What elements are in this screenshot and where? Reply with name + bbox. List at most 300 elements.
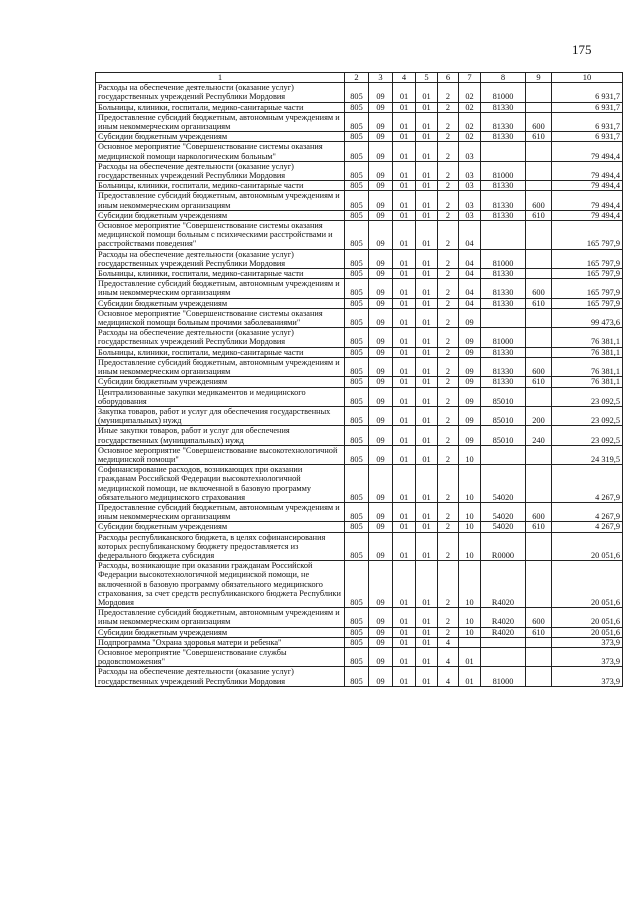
program-code-cell: 01 [416,181,438,191]
subsection-code-cell: 01 [393,522,416,532]
direction-code-cell: 85010 [481,387,526,406]
subsection-code-cell: 01 [393,647,416,666]
amount-cell: 23 092,5 [552,406,623,425]
event-code-cell: 04 [459,221,481,250]
program-code-cell: 01 [416,667,438,686]
subprogram-code-cell: 2 [438,561,459,608]
amount-cell: 165 797,9 [552,249,623,268]
amount-cell: 373,9 [552,667,623,686]
section-code-cell: 09 [369,210,393,220]
table-row [96,308,623,327]
item-name-cell: Расходы республиканского бюджета, в целях софинансирования которых республиканскому бюджету предоставляется из федерального бюджета субсидия [96,532,345,561]
ministry-code-cell: 805 [345,191,369,210]
event-code-cell: 09 [459,328,481,347]
header-row [96,73,623,83]
amount-cell: 165 797,9 [552,279,623,298]
event-code-cell: 10 [459,502,481,521]
table-row [96,221,623,250]
section-code-cell: 09 [369,83,393,102]
table-row [96,269,623,279]
direction-code-cell [481,308,526,327]
event-code-cell: 01 [459,647,481,666]
event-code-cell: 02 [459,132,481,142]
expense-type-cell [526,181,552,191]
amount-cell: 20 051,6 [552,561,623,608]
subprogram-code-cell: 2 [438,102,459,112]
amount-cell: 373,9 [552,637,623,647]
amount-cell: 6 931,7 [552,102,623,112]
program-code-cell: 01 [416,465,438,503]
event-code-cell: 04 [459,279,481,298]
ministry-code-cell: 805 [345,328,369,347]
table-row [96,377,623,387]
item-name-cell: Расходы на обеспечение деятельности (оказание услуг) государственных учреждений Республики Мордовия [96,667,345,686]
event-code-cell: 04 [459,298,481,308]
subprogram-code-cell: 2 [438,161,459,180]
subsection-code-cell: 01 [393,667,416,686]
header-cell: 8 [481,73,526,83]
section-code-cell: 09 [369,426,393,445]
amount-cell: 79 494,4 [552,210,623,220]
amount-cell: 165 797,9 [552,221,623,250]
program-code-cell: 01 [416,249,438,268]
program-code-cell: 01 [416,298,438,308]
section-code-cell: 09 [369,637,393,647]
ministry-code-cell: 805 [345,112,369,131]
ministry-code-cell: 805 [345,308,369,327]
ministry-code-cell: 805 [345,377,369,387]
ministry-code-cell: 805 [345,298,369,308]
amount-cell: 165 797,9 [552,269,623,279]
direction-code-cell: 81330 [481,102,526,112]
event-code-cell: 03 [459,191,481,210]
table-row [96,210,623,220]
program-code-cell: 01 [416,269,438,279]
subsection-code-cell: 01 [393,210,416,220]
item-name-cell: Подпрограмма "Охрана здоровья матери и ребенка" [96,637,345,647]
amount-cell: 79 494,4 [552,181,623,191]
item-name-cell: Субсидии бюджетным учреждениям [96,132,345,142]
event-code-cell: 02 [459,112,481,131]
amount-cell: 79 494,4 [552,191,623,210]
program-code-cell: 01 [416,132,438,142]
ministry-code-cell: 805 [345,269,369,279]
header-cell: 1 [96,73,345,83]
event-code-cell: 10 [459,627,481,637]
program-code-cell: 01 [416,637,438,647]
item-name-cell: Субсидии бюджетным учреждениям [96,522,345,532]
event-code-cell: 02 [459,102,481,112]
amount-cell: 20 051,6 [552,627,623,637]
event-code-cell: 03 [459,210,481,220]
section-code-cell: 09 [369,221,393,250]
event-code-cell: 03 [459,142,481,161]
amount-cell: 20 051,6 [552,532,623,561]
program-code-cell: 01 [416,406,438,425]
program-code-cell: 01 [416,210,438,220]
ministry-code-cell: 805 [345,445,369,464]
subprogram-code-cell: 2 [438,377,459,387]
amount-cell: 23 092,5 [552,387,623,406]
expense-type-cell [526,387,552,406]
direction-code-cell [481,142,526,161]
program-code-cell: 01 [416,191,438,210]
section-code-cell: 09 [369,608,393,627]
ministry-code-cell: 805 [345,387,369,406]
table-row [96,142,623,161]
direction-code-cell: 81330 [481,210,526,220]
program-code-cell: 01 [416,561,438,608]
header-cell: 5 [416,73,438,83]
direction-code-cell: 54020 [481,465,526,503]
amount-cell: 76 381,1 [552,347,623,357]
table-row [96,181,623,191]
subsection-code-cell: 01 [393,308,416,327]
event-code-cell: 10 [459,445,481,464]
section-code-cell: 09 [369,377,393,387]
expense-type-cell [526,221,552,250]
ministry-code-cell: 805 [345,221,369,250]
direction-code-cell: 81330 [481,298,526,308]
direction-code-cell: 81330 [481,357,526,376]
expense-type-cell: 240 [526,426,552,445]
subsection-code-cell: 01 [393,249,416,268]
subsection-code-cell: 01 [393,221,416,250]
subsection-code-cell: 01 [393,191,416,210]
section-code-cell: 09 [369,406,393,425]
table-header [96,73,623,83]
program-code-cell: 01 [416,328,438,347]
section-code-cell: 09 [369,279,393,298]
expense-type-cell [526,328,552,347]
subprogram-code-cell: 2 [438,328,459,347]
program-code-cell: 01 [416,608,438,627]
section-code-cell: 09 [369,357,393,376]
ministry-code-cell: 805 [345,532,369,561]
subsection-code-cell: 01 [393,608,416,627]
section-code-cell: 09 [369,387,393,406]
program-code-cell: 01 [416,647,438,666]
subprogram-code-cell: 2 [438,112,459,131]
table-row [96,561,623,608]
table-row [96,357,623,376]
expense-type-cell: 610 [526,298,552,308]
expense-type-cell [526,667,552,686]
direction-code-cell: 54020 [481,522,526,532]
expense-type-cell [526,647,552,666]
ministry-code-cell: 805 [345,465,369,503]
event-code-cell: 09 [459,347,481,357]
item-name-cell: Предоставление субсидий бюджетным, автономным учреждениям и иным некоммерческим организациям [96,502,345,521]
ministry-code-cell: 805 [345,357,369,376]
direction-code-cell: 85010 [481,406,526,425]
ministry-code-cell: 805 [345,502,369,521]
subprogram-code-cell: 2 [438,502,459,521]
table-row [96,102,623,112]
direction-code-cell: 81000 [481,328,526,347]
expense-type-cell [526,532,552,561]
item-name-cell: Предоставление субсидий бюджетным, автономным учреждениям и иным некоммерческим организациям [96,608,345,627]
table-row [96,132,623,142]
section-code-cell: 09 [369,269,393,279]
expense-type-cell [526,637,552,647]
expense-type-cell: 600 [526,191,552,210]
amount-cell: 23 092,5 [552,426,623,445]
table-row [96,387,623,406]
amount-cell: 76 381,1 [552,377,623,387]
subsection-code-cell: 01 [393,298,416,308]
subprogram-code-cell: 2 [438,387,459,406]
section-code-cell: 09 [369,249,393,268]
subprogram-code-cell: 2 [438,465,459,503]
expense-type-cell: 600 [526,357,552,376]
header-cell: 4 [393,73,416,83]
item-name-cell: Предоставление субсидий бюджетным, автономным учреждениям и иным некоммерческим организациям [96,279,345,298]
section-code-cell: 09 [369,328,393,347]
ministry-code-cell: 805 [345,181,369,191]
table-row [96,191,623,210]
section-code-cell: 09 [369,347,393,357]
section-code-cell: 09 [369,502,393,521]
section-code-cell: 09 [369,465,393,503]
expense-type-cell [526,269,552,279]
event-code-cell: 09 [459,406,481,425]
header-cell: 7 [459,73,481,83]
item-name-cell: Субсидии бюджетным учреждениям [96,627,345,637]
item-name-cell: Расходы на обеспечение деятельности (оказание услуг) государственных учреждений Республики Мордовия [96,328,345,347]
amount-cell: 76 381,1 [552,357,623,376]
event-code-cell: 02 [459,83,481,102]
program-code-cell: 01 [416,112,438,131]
subsection-code-cell: 01 [393,502,416,521]
subsection-code-cell: 01 [393,181,416,191]
item-name-cell: Софинансирование расходов, возникающих при оказании гражданам Российской Федерации высокотехнологичной медицинской помощи, не включенной в базовую программу обязательного медицинского страхования [96,465,345,503]
ministry-code-cell: 805 [345,347,369,357]
subsection-code-cell: 01 [393,627,416,637]
table-row [96,608,623,627]
subsection-code-cell: 01 [393,387,416,406]
subsection-code-cell: 01 [393,406,416,425]
direction-code-cell: R0000 [481,532,526,561]
table-row [96,328,623,347]
ministry-code-cell: 805 [345,608,369,627]
section-code-cell: 09 [369,627,393,637]
table-row [96,445,623,464]
ministry-code-cell: 805 [345,161,369,180]
page-number: 175 [572,42,592,57]
subprogram-code-cell: 4 [438,637,459,647]
section-code-cell: 09 [369,191,393,210]
subprogram-code-cell: 2 [438,269,459,279]
program-code-cell: 01 [416,221,438,250]
expense-type-cell: 600 [526,112,552,131]
subprogram-code-cell: 2 [438,445,459,464]
item-name-cell: Предоставление субсидий бюджетным, автономным учреждениям и иным некоммерческим организациям [96,112,345,131]
direction-code-cell: 54020 [481,502,526,521]
header-cell: 10 [552,73,623,83]
item-name-cell: Больницы, клиники, госпитали, медико-санитарные части [96,102,345,112]
table-row [96,667,623,686]
direction-code-cell: R4020 [481,561,526,608]
program-code-cell: 01 [416,347,438,357]
subsection-code-cell: 01 [393,161,416,180]
ministry-code-cell: 805 [345,522,369,532]
section-code-cell: 09 [369,132,393,142]
direction-code-cell: 81330 [481,181,526,191]
table-row [96,279,623,298]
program-code-cell: 01 [416,279,438,298]
subprogram-code-cell: 2 [438,132,459,142]
expense-type-cell: 600 [526,502,552,521]
expense-type-cell [526,102,552,112]
direction-code-cell: 81000 [481,83,526,102]
header-cell: 6 [438,73,459,83]
amount-cell: 373,9 [552,647,623,666]
program-code-cell: 01 [416,142,438,161]
ministry-code-cell: 805 [345,426,369,445]
section-code-cell: 09 [369,308,393,327]
event-code-cell: 10 [459,522,481,532]
section-code-cell: 09 [369,532,393,561]
subprogram-code-cell: 2 [438,406,459,425]
ministry-code-cell: 805 [345,637,369,647]
expense-type-cell [526,445,552,464]
event-code-cell: 04 [459,269,481,279]
subsection-code-cell: 01 [393,637,416,647]
table-row [96,627,623,637]
item-name-cell: Предоставление субсидий бюджетным, автономным учреждениям и иным некоммерческим организациям [96,357,345,376]
amount-cell: 6 931,7 [552,112,623,131]
subsection-code-cell: 01 [393,112,416,131]
section-code-cell: 09 [369,161,393,180]
direction-code-cell: 85010 [481,426,526,445]
expense-type-cell: 200 [526,406,552,425]
ministry-code-cell: 805 [345,279,369,298]
event-code-cell: 03 [459,161,481,180]
table-row [96,637,623,647]
header-cell: 9 [526,73,552,83]
table-row [96,647,623,666]
subsection-code-cell: 01 [393,445,416,464]
direction-code-cell: 81000 [481,161,526,180]
subsection-code-cell: 01 [393,279,416,298]
program-code-cell: 01 [416,387,438,406]
subprogram-code-cell: 4 [438,667,459,686]
expense-type-cell: 610 [526,522,552,532]
item-name-cell: Предоставление субсидий бюджетным, автономным учреждениям и иным некоммерческим организациям [96,191,345,210]
table-row [96,532,623,561]
item-name-cell: Основное мероприятие "Совершенствование высокотехнологичной медицинской помощи" [96,445,345,464]
ministry-code-cell: 805 [345,142,369,161]
program-code-cell: 01 [416,308,438,327]
subprogram-code-cell: 2 [438,357,459,376]
table-body [96,83,623,687]
event-code-cell: 01 [459,667,481,686]
event-code-cell: 10 [459,532,481,561]
table-row [96,161,623,180]
subsection-code-cell: 01 [393,132,416,142]
section-code-cell: 09 [369,142,393,161]
direction-code-cell: 81330 [481,269,526,279]
subprogram-code-cell: 2 [438,298,459,308]
program-code-cell: 01 [416,522,438,532]
direction-code-cell: 81330 [481,191,526,210]
section-code-cell: 09 [369,647,393,666]
subprogram-code-cell: 2 [438,308,459,327]
ministry-code-cell: 805 [345,647,369,666]
direction-code-cell: 81330 [481,377,526,387]
subprogram-code-cell: 2 [438,426,459,445]
event-code-cell [459,637,481,647]
expense-type-cell: 610 [526,377,552,387]
expense-type-cell [526,561,552,608]
direction-code-cell: 81000 [481,249,526,268]
amount-cell: 6 931,7 [552,83,623,102]
amount-cell: 76 381,1 [552,328,623,347]
header-cell: 2 [345,73,369,83]
subsection-code-cell: 01 [393,561,416,608]
expense-type-cell [526,465,552,503]
event-code-cell: 10 [459,608,481,627]
item-name-cell: Расходы на обеспечение деятельности (оказание услуг) государственных учреждений Республики Мордовия [96,249,345,268]
item-name-cell: Иные закупки товаров, работ и услуг для обеспечения государственных (муниципальных) нужд [96,426,345,445]
amount-cell: 79 494,4 [552,161,623,180]
expense-type-cell [526,161,552,180]
subsection-code-cell: 01 [393,532,416,561]
program-code-cell: 01 [416,377,438,387]
expense-type-cell [526,249,552,268]
subprogram-code-cell: 2 [438,347,459,357]
table-row [96,112,623,131]
section-code-cell: 09 [369,298,393,308]
ministry-code-cell: 805 [345,406,369,425]
program-code-cell: 01 [416,83,438,102]
direction-code-cell: 81330 [481,347,526,357]
subprogram-code-cell: 2 [438,83,459,102]
program-code-cell: 01 [416,357,438,376]
program-code-cell: 01 [416,627,438,637]
section-code-cell: 09 [369,181,393,191]
direction-code-cell: 81330 [481,132,526,142]
item-name-cell: Субсидии бюджетным учреждениям [96,298,345,308]
subsection-code-cell: 01 [393,347,416,357]
program-code-cell: 01 [416,502,438,521]
amount-cell: 79 494,4 [552,142,623,161]
direction-code-cell [481,445,526,464]
direction-code-cell [481,637,526,647]
subsection-code-cell: 01 [393,102,416,112]
subprogram-code-cell: 2 [438,279,459,298]
event-code-cell: 09 [459,387,481,406]
subprogram-code-cell: 2 [438,191,459,210]
subprogram-code-cell: 2 [438,532,459,561]
direction-code-cell: R4020 [481,608,526,627]
ministry-code-cell: 805 [345,210,369,220]
subprogram-code-cell: 2 [438,142,459,161]
direction-code-cell: 81330 [481,112,526,131]
table-row [96,522,623,532]
section-code-cell: 09 [369,112,393,131]
item-name-cell: Основное мероприятие "Совершенствование службы родовспоможения" [96,647,345,666]
subprogram-code-cell: 2 [438,249,459,268]
expense-type-cell: 600 [526,608,552,627]
amount-cell: 6 931,7 [552,132,623,142]
ministry-code-cell: 805 [345,249,369,268]
table-row [96,249,623,268]
subprogram-code-cell: 2 [438,210,459,220]
item-name-cell: Расходы, возникающие при оказании гражданам Российской Федерации высокотехнологичной медицинской помощи, не включенной в базовую программу обязательного медицинского страхования, за счет средств республиканского бюджета Республики Мордовия [96,561,345,608]
header-cell: 3 [369,73,393,83]
